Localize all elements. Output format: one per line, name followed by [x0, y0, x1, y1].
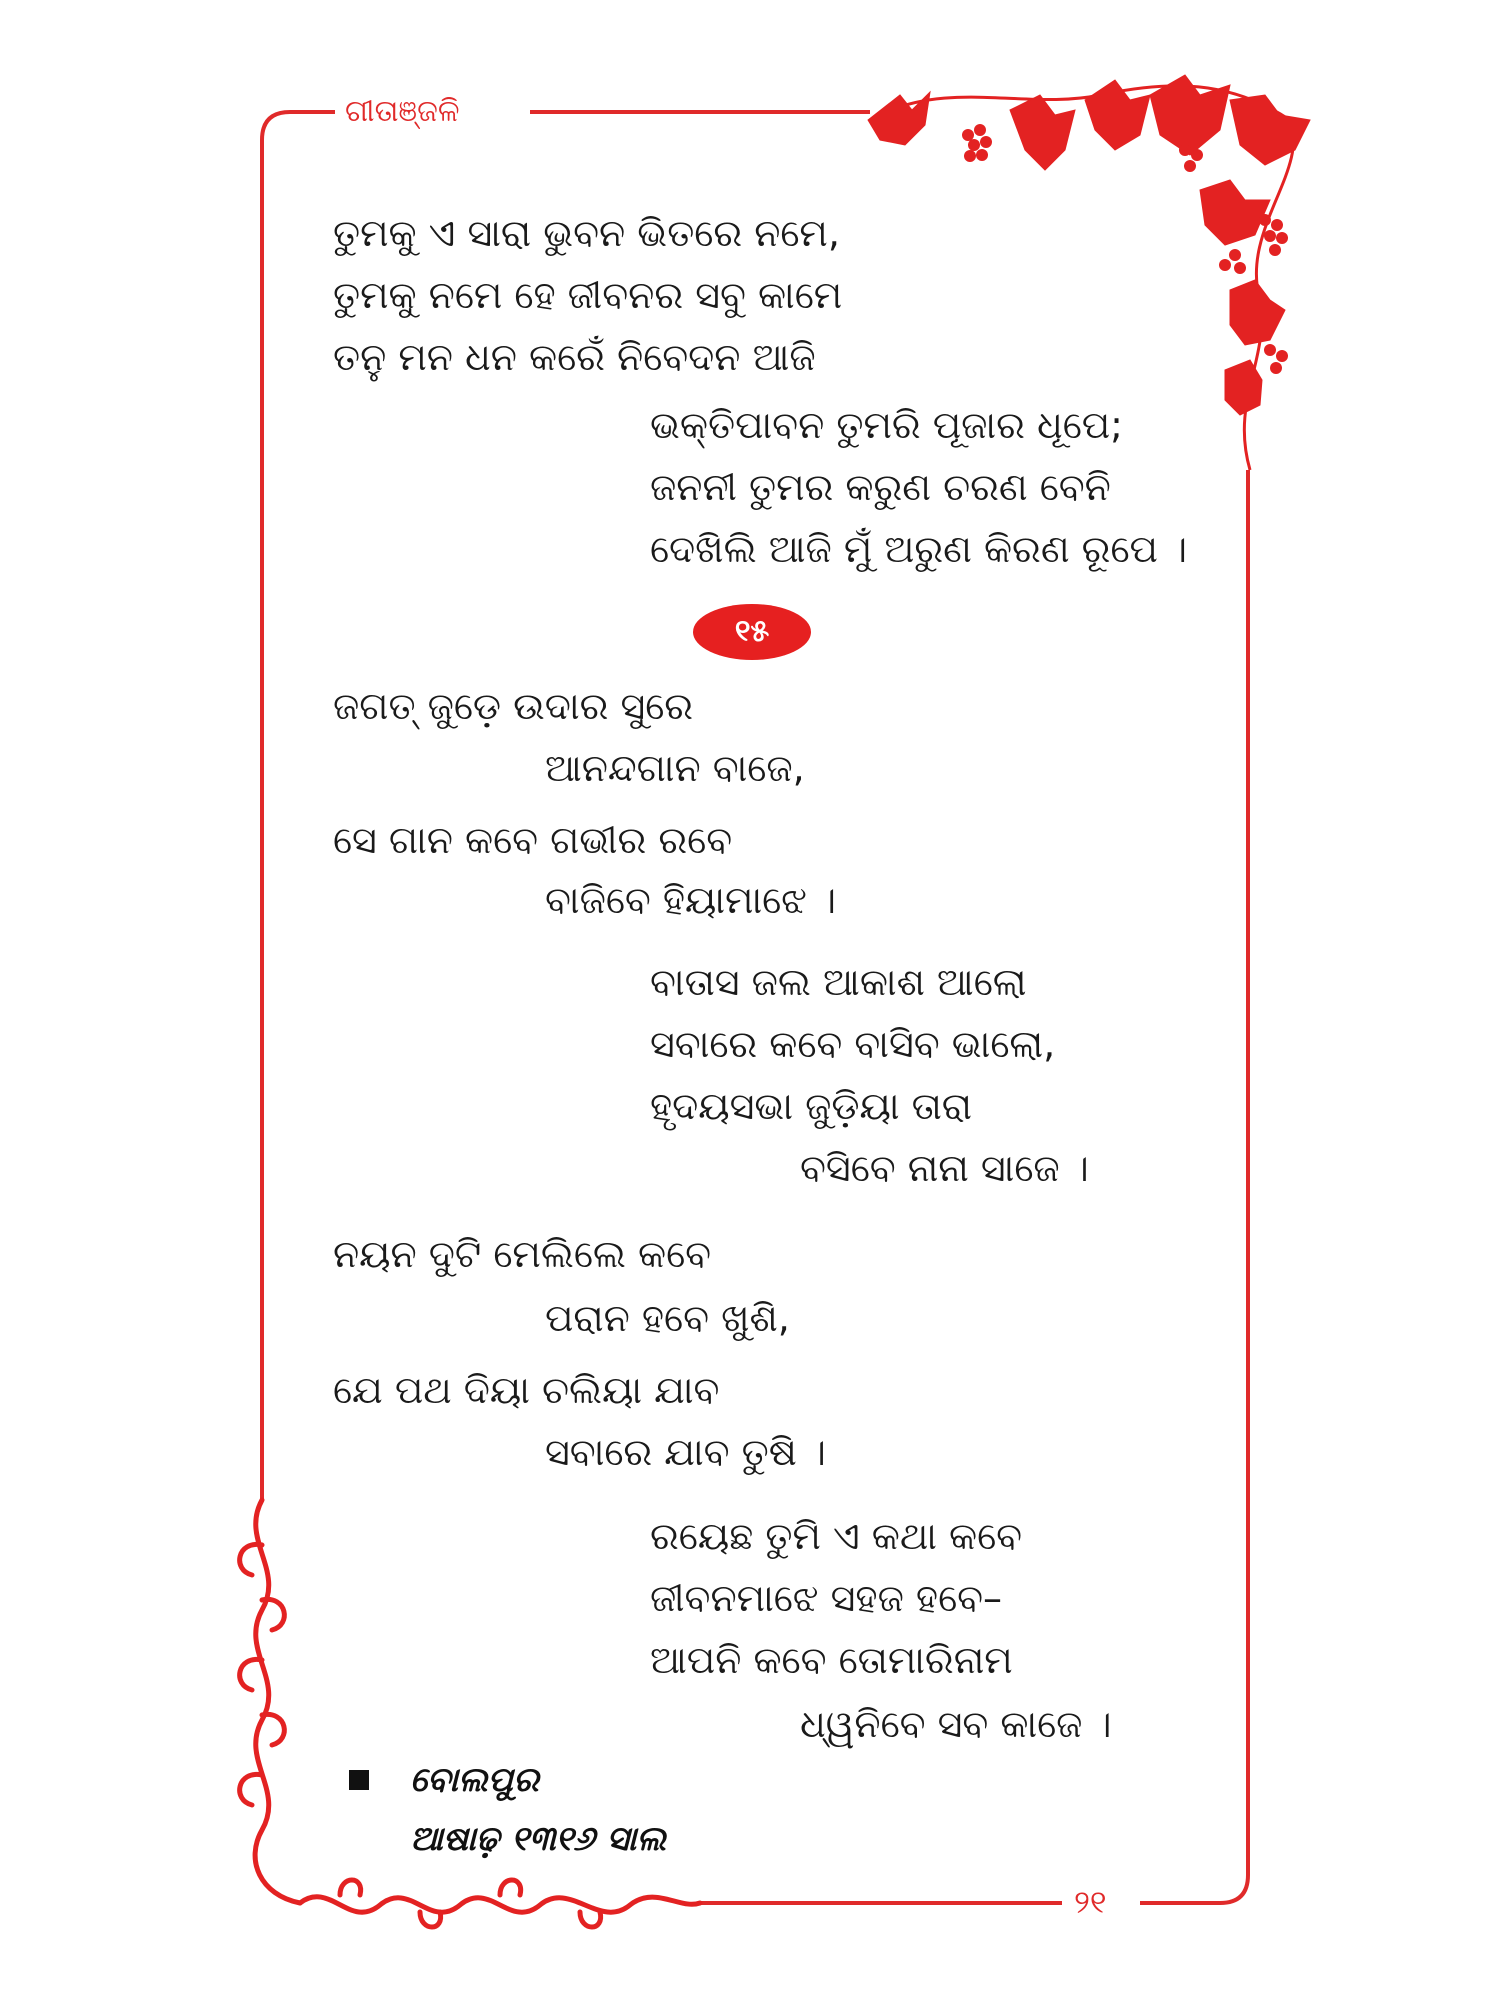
verse-line: ତନୁ ମନ ଧନ କରେଁ ନିବେଦନ ଆଜି: [333, 335, 816, 379]
verse-line: ସବାରେ କବେ ବାସିବ ଭାଲୋ,: [650, 1022, 1056, 1066]
signature-date: ଆଷାଢ଼ ୧୩୧୬ ସାଲ: [410, 1819, 666, 1859]
verse-line: ହୃଦୟସଭା ଜୁଡ଼ିୟା ତାରା: [650, 1084, 973, 1128]
verse-line: ବାଜିବେ ହିୟାମାଝେ ।: [545, 878, 837, 922]
verse-line: ଜନନୀ ତୁମର କରୁଣ ଚରଣ ବେନି: [650, 465, 1111, 509]
running-header-title: ଗୀତାଞ୍ଜଳି: [345, 94, 460, 129]
verse-line: ଜଗତ୍ ଜୁଡ଼େ ଉଦାର ସୁରେ: [333, 684, 694, 728]
verse-line: ସବାରେ ଯାବ ତୁଷି ।: [545, 1430, 826, 1474]
poem-number-badge: ୧୫: [693, 604, 811, 660]
verse-line: ଜୀବନମାଝେ ସହଜ ହବେ–: [650, 1576, 1003, 1620]
verse-line: ନୟନ ଦୁଟି ମେଲିଲେ କବେ: [333, 1232, 712, 1276]
verse-line: ଧ୍ୱନିବେ ସବ କାଜେ ।: [800, 1702, 1112, 1746]
verse-line: ପରାନ ହବେ ଖୁଶି,: [545, 1296, 790, 1340]
verse-line: ରୟେଛ ତୁମି ଏ କଥା କବେ: [650, 1514, 1023, 1558]
verse-line: ଆପନି କବେ ତୋମାରିନାମ: [650, 1638, 1013, 1682]
verse-line: ବାତାସ ଜଲ ଆକାଶ ଆଲୋ: [650, 960, 1027, 1004]
verse-line: ତୁମକୁ ନମେ ହେ ଜୀବନର ସବୁ କାମେ: [333, 273, 843, 317]
verse-line: ତୁମକୁ ଏ ସାରା ଭୁବନ ଭିତରେ ନମେ,: [333, 211, 840, 255]
verse-line: ଆନନ୍ଦଗାନ ବାଜେ,: [545, 746, 805, 790]
verse-line: ସେ ଗାନ କବେ ଗଭୀର ରବେ: [333, 818, 733, 862]
signature-place: ବୋଲପୁର: [410, 1760, 539, 1800]
verse-line: ଦେଖିଲି ଆଜି ମୁଁ ଅରୁଣ କିରଣ ରୂପେ ।: [650, 527, 1188, 571]
verse-line: ବସିବେ ନାନା ସାଜେ ।: [800, 1146, 1089, 1190]
page-number: ୨୧: [1074, 1883, 1107, 1921]
verse-line: ଯେ ପଥ ଦିୟା ଚଲିୟା ଯାବ: [333, 1368, 720, 1412]
verse-line: ଭକ୍ତିପାବନ ତୁମରି ପୂଜାର ଧୂପେ;: [650, 403, 1123, 447]
bullet-square-icon: [349, 1770, 369, 1790]
